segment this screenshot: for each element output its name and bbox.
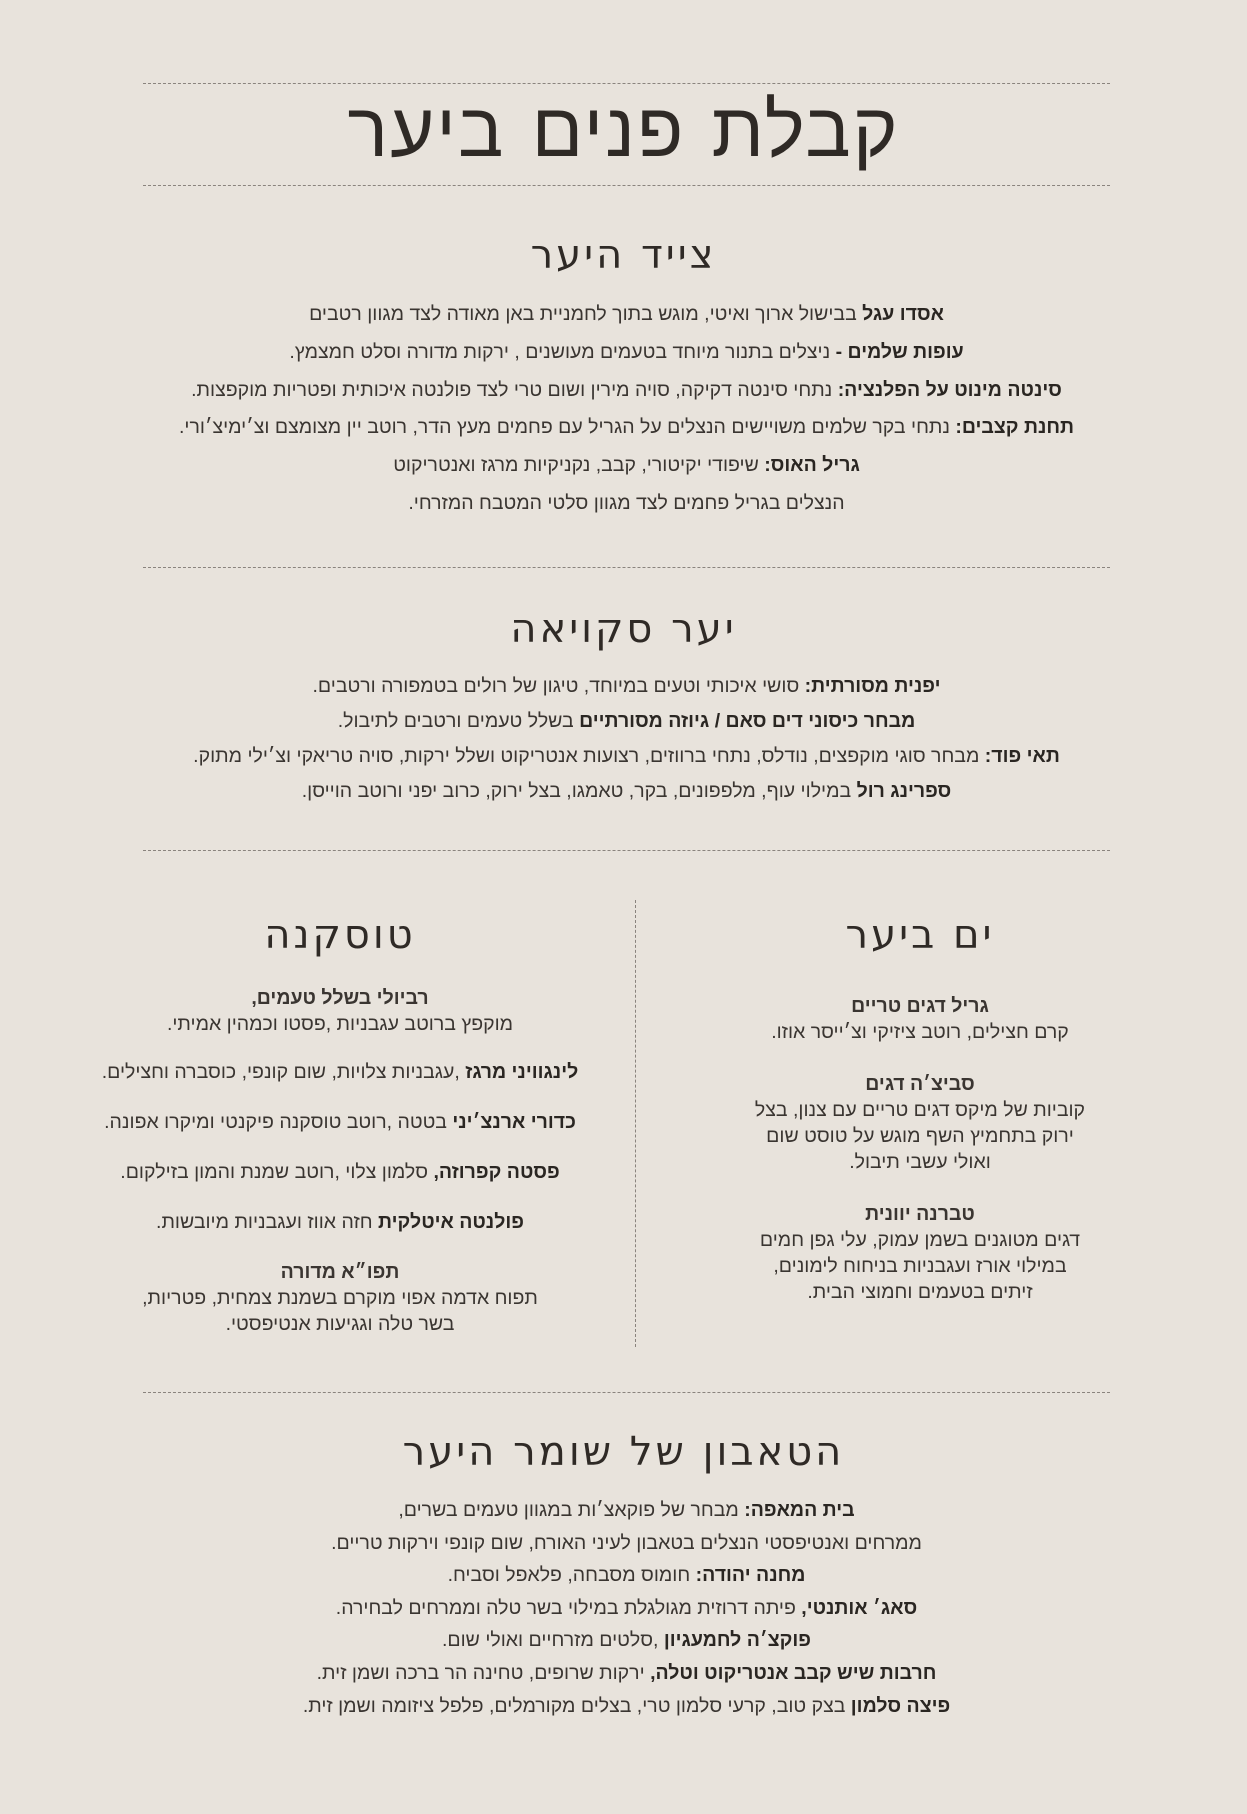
menu-item: תפו״א מדורה תפוח אדמה אפוי מוקרם בשמנת צמחית, פטריות, בשר טלה וגגיעות אנטיפסטי.: [142, 1261, 538, 1335]
menu-line: סינטה מינוט על הפלנציה: נתחי סינטה דקיקה, סויה מירין ושום טרי לצד פולנטה איכותית ופטריות מוקפצות.: [191, 378, 1062, 401]
menu-line: גריל האוס: שיפודי יקיטורי, קבב, נקניקיות מרגז ואנטריקוט: [393, 454, 860, 477]
sequoia-items: [143, 669, 1110, 809]
menu-line: סאג׳ אותנטי, פיתה דרוזית מגולגלת במילוי בשר טלה וממרחים לבחירה.: [335, 1596, 918, 1619]
section-title-tuscany: טוסקנה: [264, 912, 416, 958]
menu-line: מחנה יהודה: חומוס מסבחה, פלאפל וסביח.: [447, 1564, 806, 1587]
menu-item: טברנה יוונית דגים מטוגנים בשמן עמוק, עלי גפן חמים במילוי אורז ועגבניות בניחוח לימונים, זיתים בטעמים וחמוצי הבית.: [759, 1203, 1081, 1303]
tuscany-items: [95, 985, 585, 1337]
divider: [143, 850, 1110, 851]
menu-line: בית המאפה: מבחר של פוקאצ׳ות במגוון טעמים בשרים,: [398, 1499, 855, 1521]
menu-line: ממרחים ואנטיפסטי הנצלים בטאבון לעיני האורח, שום קונפי וירקות טריים.: [331, 1531, 922, 1554]
menu-item: רביולי בשלל טעמים, מוקפץ ברוטב עגבניות ,פסטו וכמהין אמיתי.: [166, 987, 514, 1035]
divider: [143, 567, 1110, 568]
kitchen-items: [143, 1494, 1110, 1722]
column-divider: [635, 900, 636, 1347]
menu-item: פולנטה איטלקית חזה אווז ועגבניות מיובשות.: [156, 1211, 524, 1233]
menu-line: חרבות שיש קבב אנטריקוט וטלה, ירקות שרופים, טחינה הר ברכה ושמן זית.: [316, 1661, 937, 1684]
menu-item: כדורי ארנצ׳יני בטטה ,רוטב טוסקנה פיקנטי ומיקרו אפונה.: [104, 1111, 576, 1133]
section-title-sea: ים ביער: [845, 912, 995, 958]
sea-items: [700, 993, 1140, 1305]
divider-top: [143, 83, 1110, 84]
menu-item: לינגוויני מרגז ,עגבניות צלויות, שום קונפי, כוסברה וחצילים.: [101, 1061, 579, 1083]
menu-item: גריל דגים טריים קרם חצילים, רוטב ציזיקי וצ׳ייסר אוזו.: [771, 995, 1069, 1043]
section-title-sequoia: יער סקויאה: [510, 606, 737, 652]
menu-line: ספרינג רול במילוי עוף, מלפפונים, בקר, טאמגו, בצל ירוק, כרוב יפני ורוטב הוייסן.: [301, 780, 952, 802]
menu-line: יפנית מסורתית: סושי איכותי וטעים במיוחד, טיגון של רולים בטמפורה ורטבים.: [312, 675, 941, 697]
menu-line: תחנת קצבים: נתחי בקר שלמים משויישים הנצלים על הגריל עם פחמים מעץ הדר, רוטב יין מצומצם וצ׳ימיצ׳ורי.: [179, 416, 1074, 439]
menu-line: תאי פוד: מבחר סוגי מוקפצים, נודלס, נתחי ברווזים, רצועות אנטריקוט ושלל ירקות, סויה טריאקי וצ׳ילי מתוק.: [193, 745, 1060, 767]
menu-line: אסדו עגל בבישול ארוך ואיטי, מוגש בתוך לחמניית באן מאודה לצד מגוון רטבים: [309, 303, 944, 325]
divider-title-bottom: [143, 185, 1110, 186]
hunter-items: [143, 296, 1110, 523]
divider: [143, 1392, 1110, 1393]
menu-line: מבחר כיסוני דים סאם / גיוזה מסורתיים בשלל טעמים ורטבים לתיבול.: [337, 710, 916, 732]
menu-item: פסטה קפרוזה, סלמון צלוי ,רוטב שמנת והמון בזילקום.: [120, 1161, 560, 1183]
menu-line: הנצלים בגריל פחמים לצד מגוון סלטי המטבח המזרחי.: [408, 491, 845, 514]
menu-line: עופות שלמים - ניצלים בתנור מיוחד בטעמים מעושנים , ירקות מדורה וסלט חמצמץ.: [289, 340, 964, 363]
menu-item: סביצ׳ה דגים קוביות של מיקס דגים טריים עם צנון, בצל ירוק בתחמיץ השף מוגש על טוסט שום ואולי עשבי תיבול.: [754, 1073, 1086, 1173]
menu-line: פוקצ׳ה לחמעגיון ,סלטים מזרחיים ואולי שום.: [441, 1629, 812, 1652]
section-title-kitchen: הטאבון של שומר היער: [402, 1429, 845, 1475]
menu-line: פיצה סלמון בצק טוב, קרעי סלמון טרי, בצלים מקורמלים, פלפל ציזומה ושמן זית.: [302, 1694, 951, 1717]
page-title: קבלת פנים ביער: [347, 85, 900, 174]
section-title-hunter: צייד היער: [530, 232, 717, 278]
